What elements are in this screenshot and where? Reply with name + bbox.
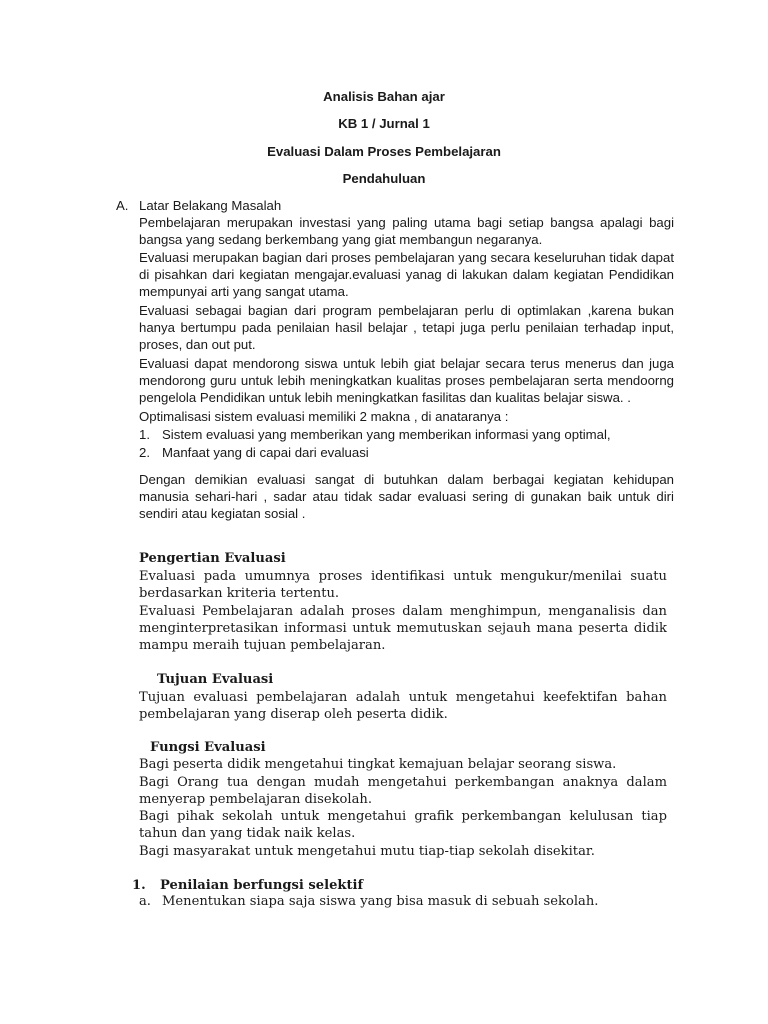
tujuan-paragraph-1: Tujuan evaluasi pembelajaran adalah untuk mengetahui keefektifan bahan pembelajaran yang diserap oleh peserta didik. bbox=[139, 690, 667, 723]
list-item: Sistem evaluasi yang memberikan yang memberikan informasi yang optimal, bbox=[162, 427, 611, 442]
doc-subtitle-kb: KB 1 / Jurnal 1 bbox=[338, 116, 430, 131]
list-item-number: 1. bbox=[139, 427, 150, 442]
penilaian-number: 1. bbox=[132, 878, 146, 893]
fungsi-paragraph-4: Bagi masyarakat untuk mengetahui mutu tiap-tiap sekolah disekitar. bbox=[139, 844, 595, 859]
section-a-paragraph-5: Optimalisasi sistem evaluasi memiliki 2 makna , di anataranya : bbox=[139, 409, 509, 424]
list-item: Manfaat yang di capai dari evaluasi bbox=[162, 445, 369, 460]
penilaian-item-marker: a. bbox=[139, 894, 151, 909]
section-a-paragraph-2: Evaluasi merupakan bagian dari proses pembelajaran yang secara keseluruhan tidak dapat di pisahkan dari kegiatan mengajar.evaluasi yanag di lakukan dalam kegiatan Pendidikan mempunyai arti yang sangat utama. bbox=[139, 250, 674, 300]
pengertian-heading: Pengertian Evaluasi bbox=[139, 551, 286, 566]
doc-title: Analisis Bahan ajar bbox=[323, 89, 445, 104]
section-a-paragraph-4: Evaluasi dapat mendorong siswa untuk lebih giat belajar secara terus menerus dan juga mendorong guru untuk lebih meningkatkan kualitas proses pembelajaran serta mendoorng pengelola Pendidikan untuk lebih meningkatkan fasilitas dan kualitas belajar siswa. . bbox=[139, 356, 674, 406]
pengertian-paragraph-2: Evaluasi Pembelajaran adalah proses dalam menghimpun, menganalisis dan menginterpretasikan informasi untuk memutuskan sejauh mana peserta didik mampu meraih tujuan pembelajaran. bbox=[139, 604, 667, 654]
tujuan-heading: Tujuan Evaluasi bbox=[157, 672, 274, 687]
fungsi-paragraph-2: Bagi Orang tua dengan mudah mengetahui perkembangan anaknya dalam menyerap pembelajaran disekolah. bbox=[139, 775, 667, 808]
section-a-paragraph-3: Evaluasi sebagai bagian dari program pembelajaran perlu di optimlakan ,karena bukan hanya bertumpu pada penilaian hasil belajar , tetapi juga perlu penilaian terhadap input, proses, dan out put. bbox=[139, 303, 674, 353]
penilaian-item: Menentukan siapa saja siswa yang bisa masuk di sebuah sekolah. bbox=[162, 894, 599, 909]
fungsi-paragraph-3: Bagi pihak sekolah untuk mengetahui grafik perkembangan kelulusan tiap tahun dan yang tidak naik kelas. bbox=[139, 809, 667, 842]
fungsi-heading: Fungsi Evaluasi bbox=[150, 740, 266, 755]
doc-section-title: Pendahuluan bbox=[342, 171, 426, 186]
section-a-heading: Latar Belakang Masalah bbox=[139, 198, 282, 213]
pengertian-paragraph-1: Evaluasi pada umumnya proses identifikasi untuk mengukur/menilai suatu berdasarkan kriteria tertentu. bbox=[139, 569, 667, 602]
penilaian-heading: Penilaian berfungsi selektif bbox=[160, 878, 364, 893]
section-a-paragraph-6: Dengan demikian evaluasi sangat di butuhkan dalam berbagai kegiatan kehidupan manusia sehari-hari , sadar atau tidak sadar evaluasi sering di gunakan baik untuk diri sendiri atau kegiatan sosial . bbox=[139, 472, 674, 522]
section-a-marker: A. bbox=[116, 198, 129, 213]
doc-subtitle-topic: Evaluasi Dalam Proses Pembelajaran bbox=[267, 144, 501, 159]
section-a-paragraph-1: Pembelajaran merupakan investasi yang paling utama bagi setiap bangsa apalagi bagi bangsa yang sedang berkembang yang giat membangun negaranya. bbox=[139, 215, 674, 248]
fungsi-paragraph-1: Bagi peserta didik mengetahui tingkat kemajuan belajar seorang siswa. bbox=[139, 757, 617, 772]
list-item-number: 2. bbox=[139, 445, 150, 460]
